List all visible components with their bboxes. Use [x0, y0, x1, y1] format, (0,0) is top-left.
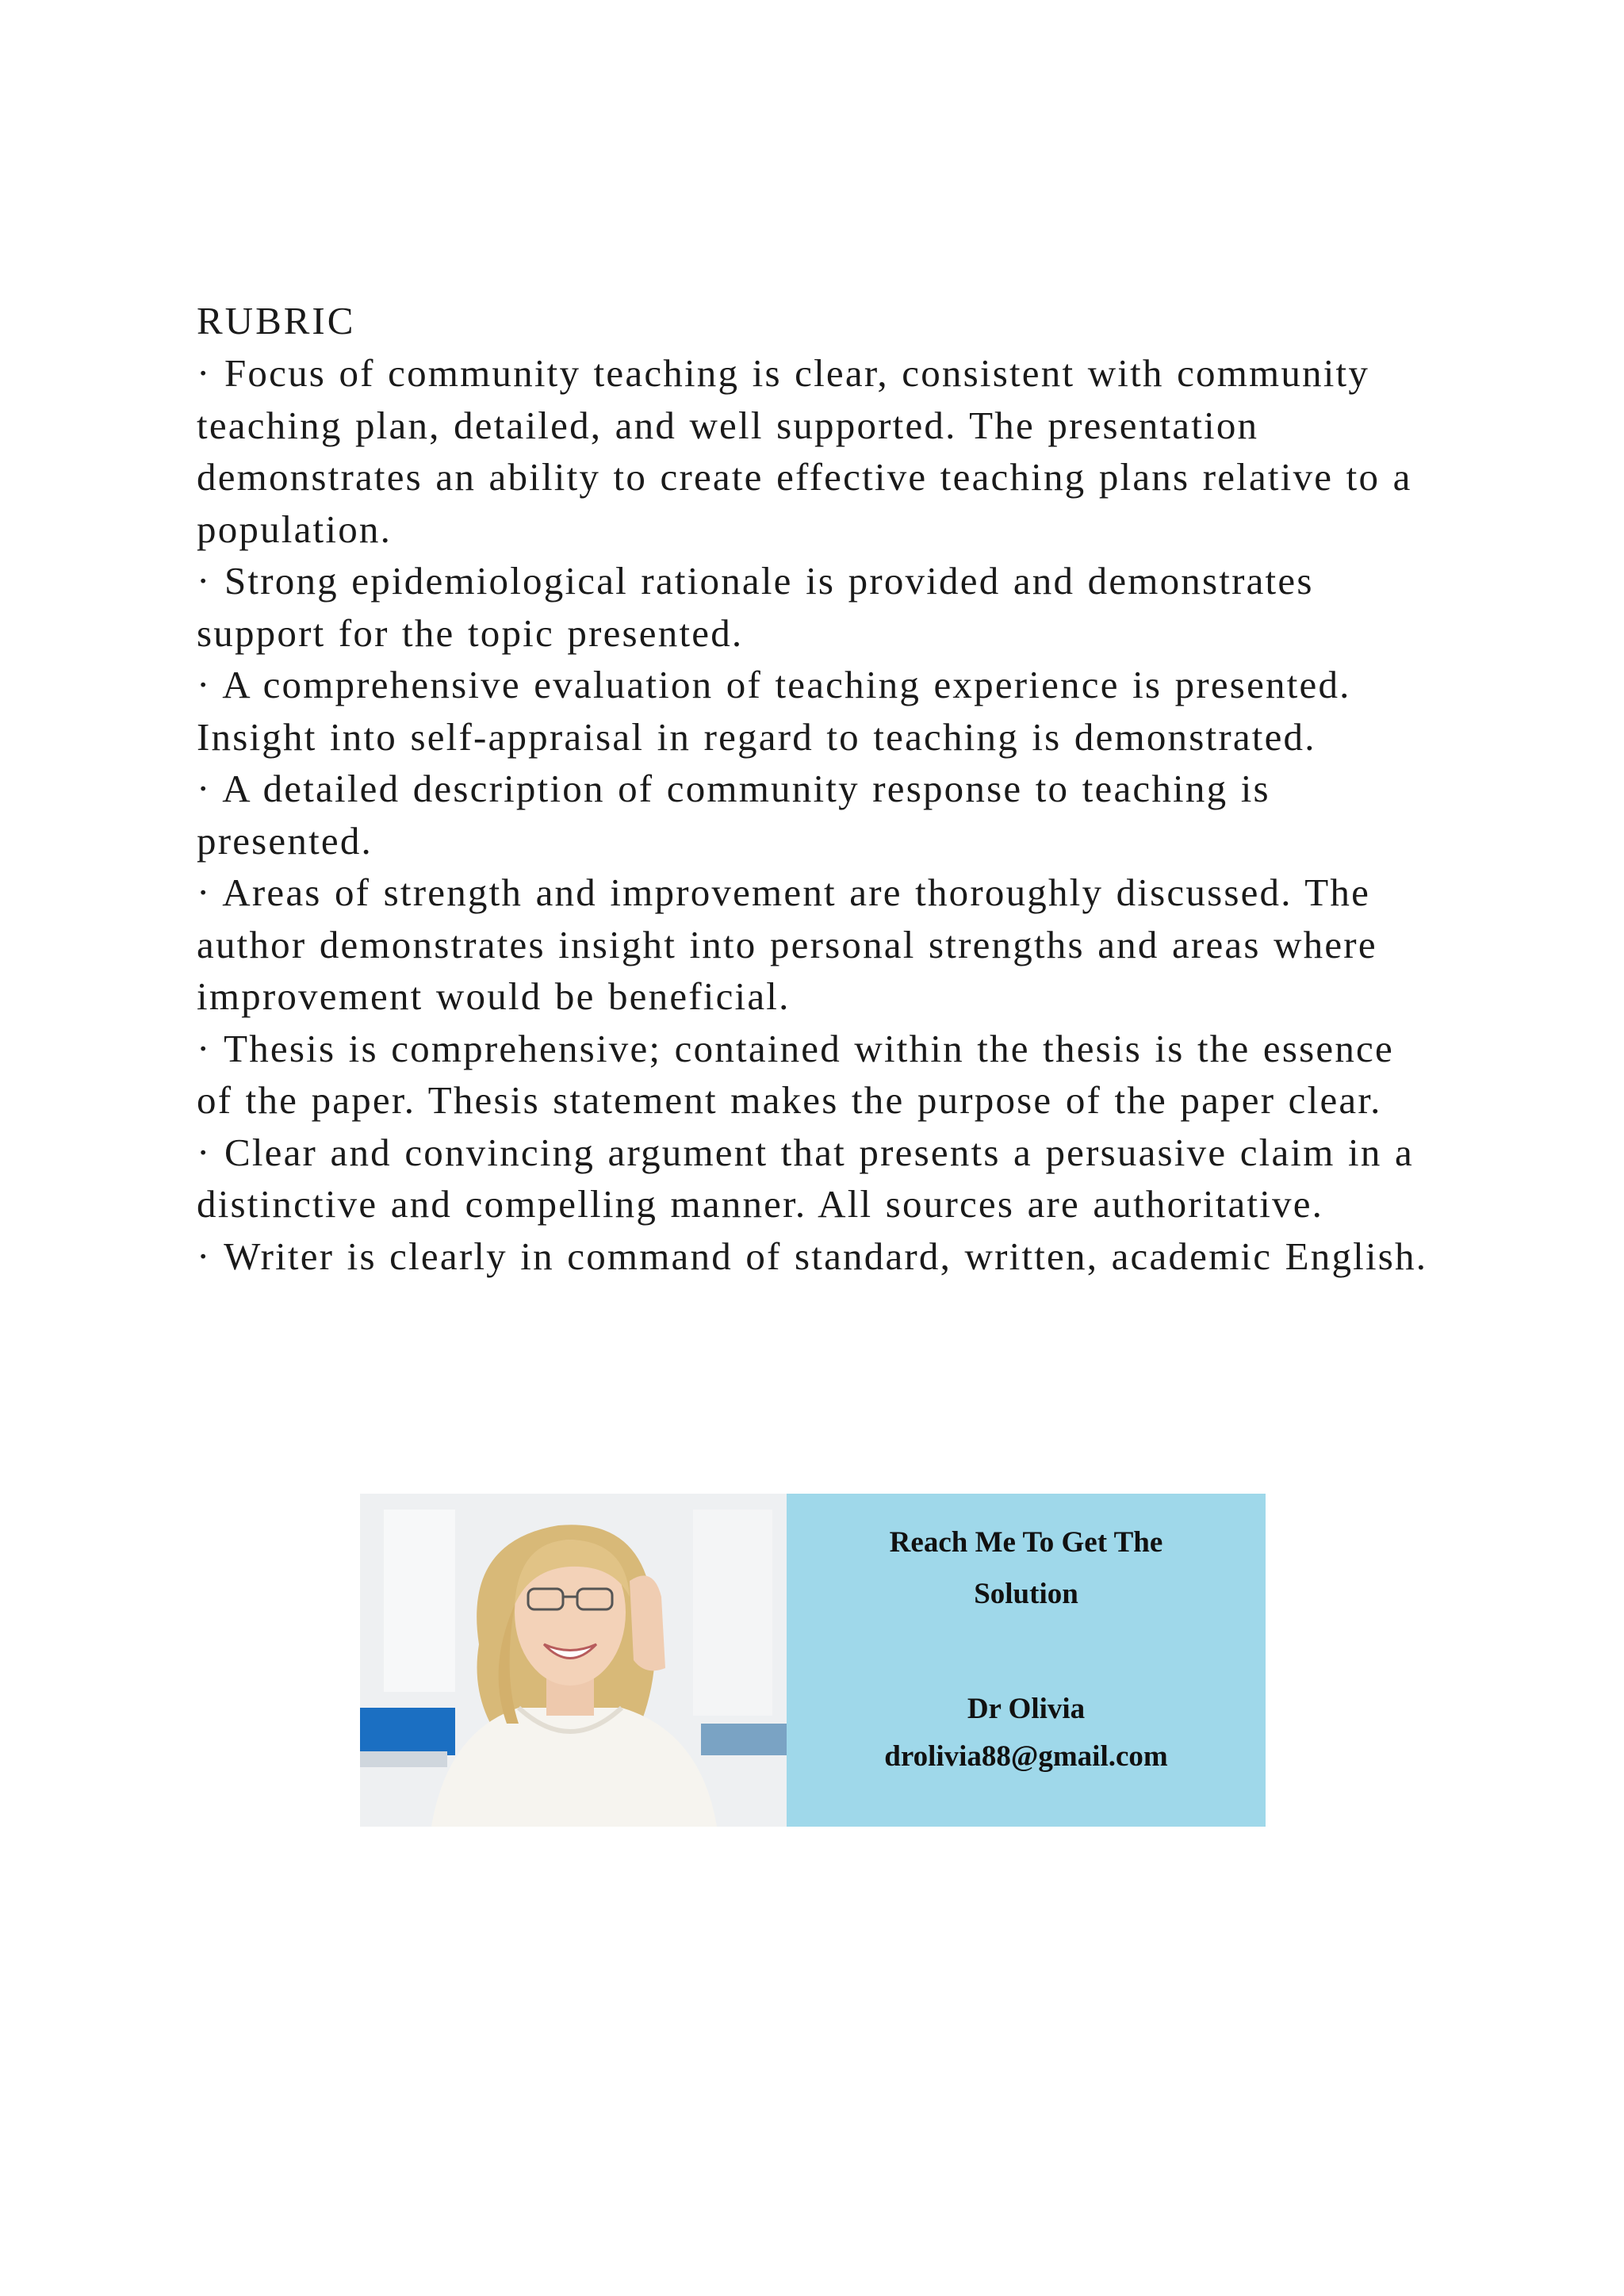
contact-banner — [360, 1494, 1266, 1827]
rubric-item-thesis: · Thesis is comprehensive; contained within the thesis is the essence of the paper. Thesis statement makes the purpose of the paper clear. — [197, 1026, 1394, 1122]
contact-card — [787, 1494, 1266, 1827]
rubric-item-argument: · Clear and convincing argument that presents a persuasive claim in a distinctive and compelling manner. All sources are authoritative. — [197, 1130, 1414, 1226]
rubric-item-writing: · Writer is clearly in command of standard, written, academic English. — [197, 1234, 1428, 1278]
rubric-item-strengths: · Areas of strength and improvement are thoroughly discussed. The author demonstrates insight into personal strengths and areas where improvement would be beneficial. — [197, 871, 1377, 1018]
woman-illustration — [360, 1494, 787, 1827]
rubric-item-evaluation: · A comprehensive evaluation of teaching experience is presented. Insight into self-appraisal in regard to teaching is demonstrated. — [197, 663, 1351, 759]
banner-headline: Reach Me To Get The — [889, 1526, 1163, 1559]
contact-email[interactable]: drolivia88@gmail.com — [884, 1740, 1168, 1773]
rubric-item-epidemiology: · Strong epidemiological rationale is provided and demonstrates support for the topic presented. — [197, 559, 1314, 655]
document-body — [197, 295, 1434, 1282]
smiling-woman-photo-icon — [360, 1494, 787, 1827]
document-heading: RUBRIC — [197, 299, 356, 342]
banner-subheadline: Solution — [974, 1578, 1078, 1610]
rubric-list — [197, 347, 1434, 1282]
rubric-item-focus: · Focus of community teaching is clear, consistent with community teaching plan, detailed, and well supported. The presentation demonstrates an ability to create effective teaching plans relative to a population. — [197, 351, 1412, 551]
rubric-item-community-response: · A detailed description of community response to teaching is presented. — [197, 767, 1270, 863]
contact-name: Dr Olivia — [967, 1693, 1086, 1725]
